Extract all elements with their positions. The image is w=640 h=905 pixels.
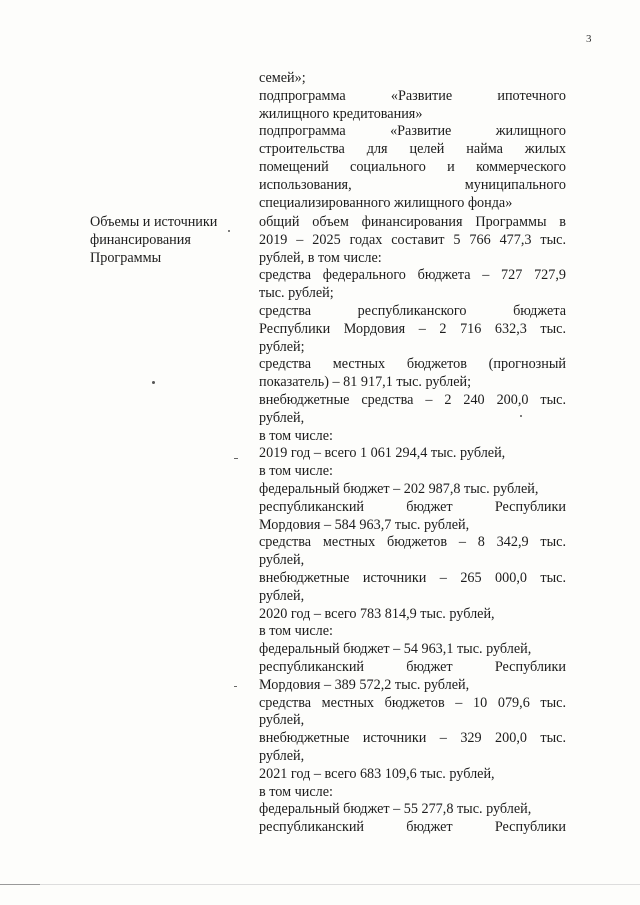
text-line: республиканский бюджет Республики xyxy=(259,658,566,675)
financing-volumes-text xyxy=(259,214,566,837)
text-line: помещений социального и коммерческого xyxy=(259,158,566,175)
text-line: 2019 – 2025 годах составит 5 766 477,3 тыс. xyxy=(259,231,566,248)
text-line: средства республиканского бюджета xyxy=(259,302,566,319)
text-line: подпрограмма «Развитие ипотечного xyxy=(259,87,566,104)
text-line: семей»; xyxy=(259,70,306,86)
scan-dot xyxy=(152,381,155,384)
text-line: федеральный бюджет – 202 987,8 тыс. рублей, xyxy=(259,480,539,497)
text-line: Мордовия – 389 572,2 тыс. рублей, xyxy=(259,676,470,693)
text-line: специализированного жилищного фонда» xyxy=(259,194,513,211)
text-line: использования, муниципального xyxy=(259,176,566,193)
text-line: рублей, xyxy=(259,747,305,764)
text-line: 2020 год – всего 783 814,9 тыс. рублей, xyxy=(259,605,495,622)
text-line: Мордовия – 584 963,7 тыс. рублей, xyxy=(259,516,470,533)
text-line: в том числе: xyxy=(259,623,333,640)
text-line: 2019 год – всего 1 061 294,4 тыс. рублей, xyxy=(259,445,506,462)
program-subprograms-continuation xyxy=(259,70,566,212)
text-line: средства местных бюджетов – 8 342,9 тыс. xyxy=(259,534,566,551)
text-line: внебюджетные источники – 265 000,0 тыс. xyxy=(259,569,566,586)
text-line: федеральный бюджет – 55 277,8 тыс. рублей, xyxy=(259,801,532,818)
text-line: строительства для целей найма жилых xyxy=(259,141,566,158)
text-line: федеральный бюджет – 54 963,1 тыс. рублей, xyxy=(259,641,532,658)
text-line: жилищного кредитования» xyxy=(259,105,423,122)
text-line: средства федерального бюджета – 727 727,9 xyxy=(259,267,566,284)
scan-dot xyxy=(520,415,522,417)
text-line: 2021 год – всего 683 109,6 тыс. рублей, xyxy=(259,765,495,782)
text-line: Республики Мордовия – 2 716 632,3 тыс. xyxy=(259,320,566,337)
text-line: рублей, xyxy=(259,409,305,426)
scan-mark xyxy=(234,686,237,687)
text-line: республиканский бюджет Республики xyxy=(259,819,566,836)
text-line: внебюджетные средства – 2 240 200,0 тыс. xyxy=(259,391,566,408)
text-line: рублей, в том числе: xyxy=(259,249,382,266)
text-line: средства местных бюджетов – 10 079,6 тыс. xyxy=(259,694,566,711)
text-line: рублей, xyxy=(259,587,305,604)
text-line: подпрограмма «Развитие жилищного xyxy=(259,123,566,140)
text-line: рублей, xyxy=(259,552,305,569)
text-line: показатель) – 81 917,1 тыс. рублей; xyxy=(259,374,472,391)
text-line: в том числе: xyxy=(259,427,333,444)
text-line: в том числе: xyxy=(259,783,333,800)
text-line: тыс. рублей; xyxy=(259,285,334,302)
text-line: в том числе: xyxy=(259,463,333,480)
label-line: финансирования xyxy=(90,231,191,248)
text-line: средства местных бюджетов (прогнозный xyxy=(259,356,566,373)
text-line: рублей, xyxy=(259,712,305,729)
scan-bottom-edge xyxy=(0,884,640,885)
text-line: республиканский бюджет Республики xyxy=(259,498,566,515)
scan-mark xyxy=(234,458,238,459)
financing-section-label xyxy=(90,214,240,267)
text-line: общий объем финансирования Программы в xyxy=(259,214,566,230)
text-line: рублей; xyxy=(259,338,305,355)
scan-dot xyxy=(228,230,230,232)
label-line: Программы xyxy=(90,249,162,266)
label-line: Объемы и источники xyxy=(90,214,218,230)
page-number: 3 xyxy=(586,33,592,45)
text-line: внебюджетные источники – 329 200,0 тыс. xyxy=(259,730,566,747)
